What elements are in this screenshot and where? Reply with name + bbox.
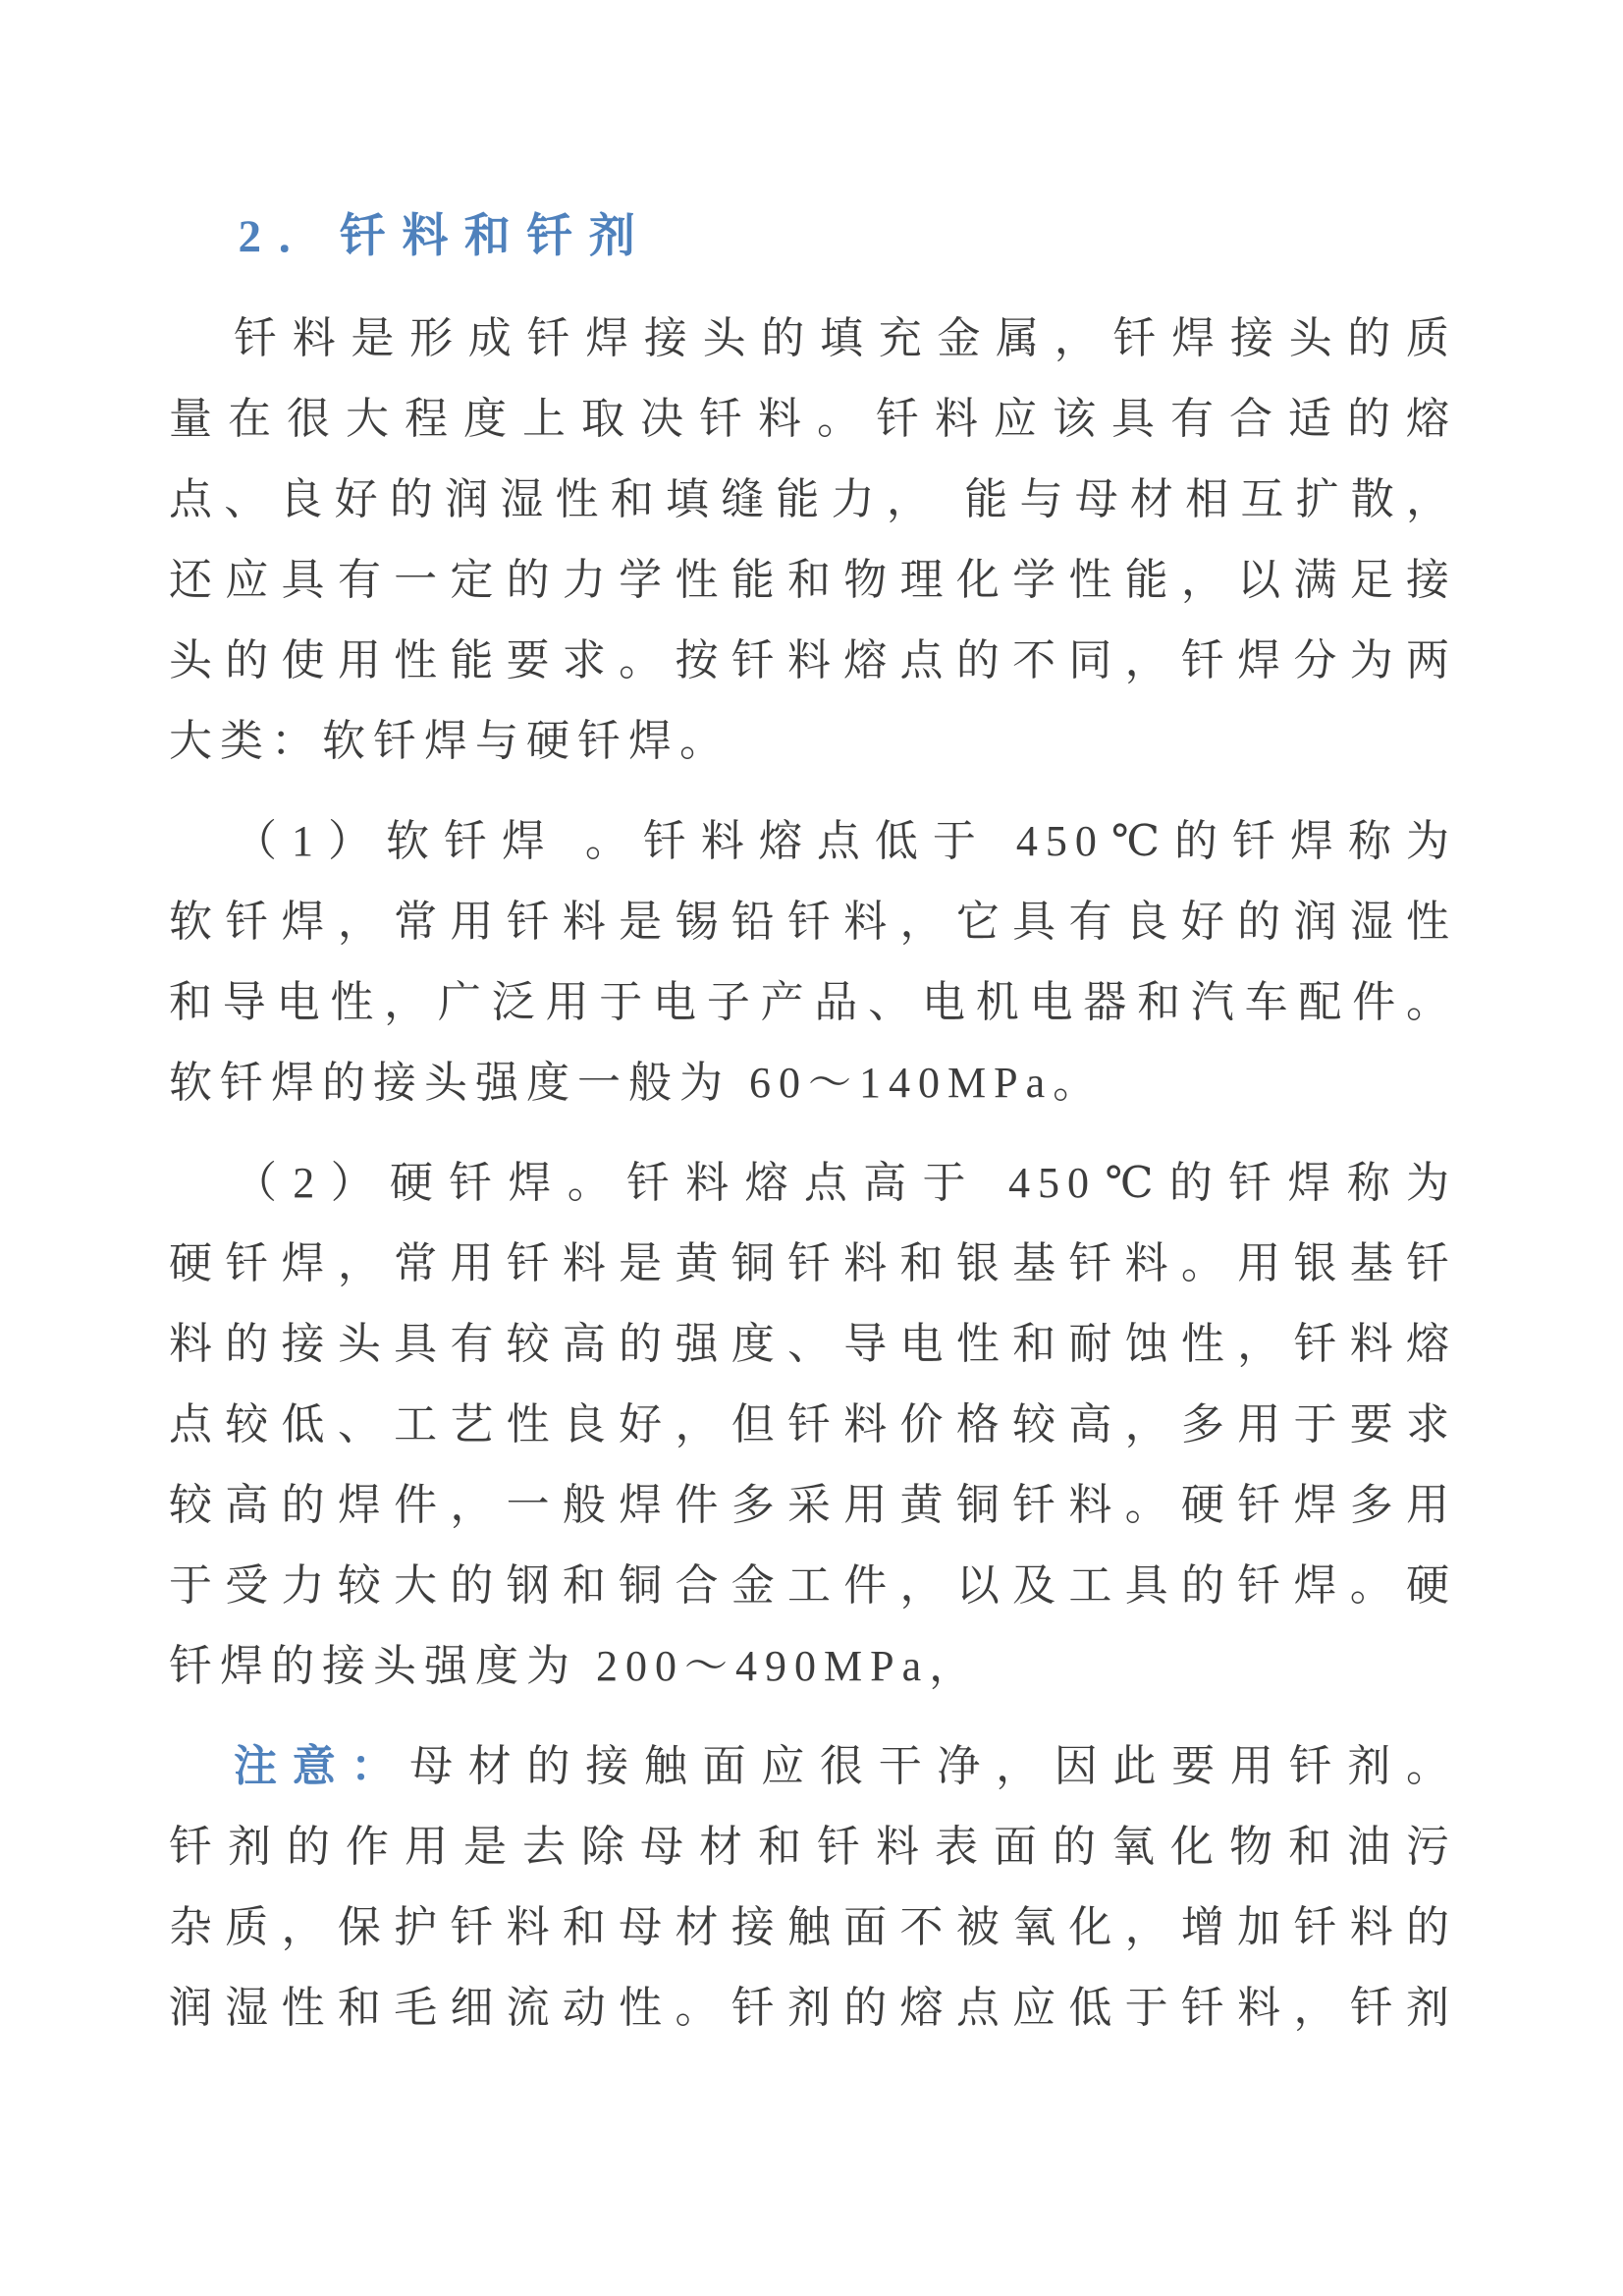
note-text: 母材的接触面应很干净，因此要用钎剂。: [409, 1742, 1458, 1790]
text-line: 点较低、工艺性良好，但钎料价格较高，多用于要求: [169, 1400, 1457, 1449]
text-line: 硬钎焊，常用钎料是黄铜钎料和银基钎料。用银基钎: [169, 1239, 1457, 1287]
text-line: 软钎焊，常用钎料是锡铅钎料，它具有良好的润湿性: [169, 898, 1457, 946]
text-line: 和导电性，广泛用于电子产品、电机电器和汽车配件。: [169, 978, 1457, 1026]
text-line: 头的使用性能要求。按钎料熔点的不同，钎焊分为两: [169, 636, 1457, 684]
paragraph-hard-brazing: [169, 1143, 1457, 1707]
paragraph-flux-note: [169, 1726, 1457, 2049]
text-line: 较高的焊件，一般焊件多采用黄铜钎料。硬钎焊多用: [169, 1481, 1457, 1529]
text-line: 润湿性和毛细流动性。钎剂的熔点应低于钎料，钎剂: [169, 1984, 1457, 2032]
text-line: （2）硬钎焊。钎料熔点高于 450℃的钎焊称为: [234, 1159, 1457, 1207]
text-line: 还应具有一定的力学性能和物理化学性能，以满足接: [169, 556, 1457, 604]
paragraph-soft-brazing: [169, 801, 1457, 1123]
text-line: 量在很大程度上取决钎料。钎料应该具有合适的熔: [169, 395, 1457, 443]
text-line: 杂质，保护钎料和母材接触面不被氧化，增加钎料的: [169, 1903, 1457, 1951]
text-line: 于受力较大的钢和铜合金工件，以及工具的钎焊。硬: [169, 1561, 1457, 1610]
section-heading: 2．钎料和钎剂: [238, 211, 652, 262]
text-line: 软钎焊的接头强度一般为 60～140MPa。: [169, 1059, 1105, 1107]
note-label: 注意：: [234, 1742, 410, 1790]
text-line: 大类：软钎焊与硬钎焊。: [169, 717, 730, 765]
text-line: 料的接头具有较高的强度、导电性和耐蚀性，钎料熔: [169, 1320, 1457, 1368]
text-line: 钎剂的作用是去除母材和钎料表面的氧化物和油污: [169, 1823, 1457, 1871]
text-line: 钎料是形成钎焊接头的填充金属，钎焊接头的质: [234, 314, 1457, 362]
text-line: 点、良好的润湿性和填缝能力， 能与母材相互扩散，: [169, 475, 1457, 523]
text-line: （1）软钎焊 。钎料熔点低于 450℃的钎焊称为: [234, 817, 1457, 865]
text-line: [169, 1726, 1457, 1807]
page-content: [169, 196, 1457, 2049]
paragraph-filler-metal-intro: [169, 299, 1457, 782]
text-line: 钎焊的接头强度为 200～490MPa，: [169, 1642, 981, 1690]
